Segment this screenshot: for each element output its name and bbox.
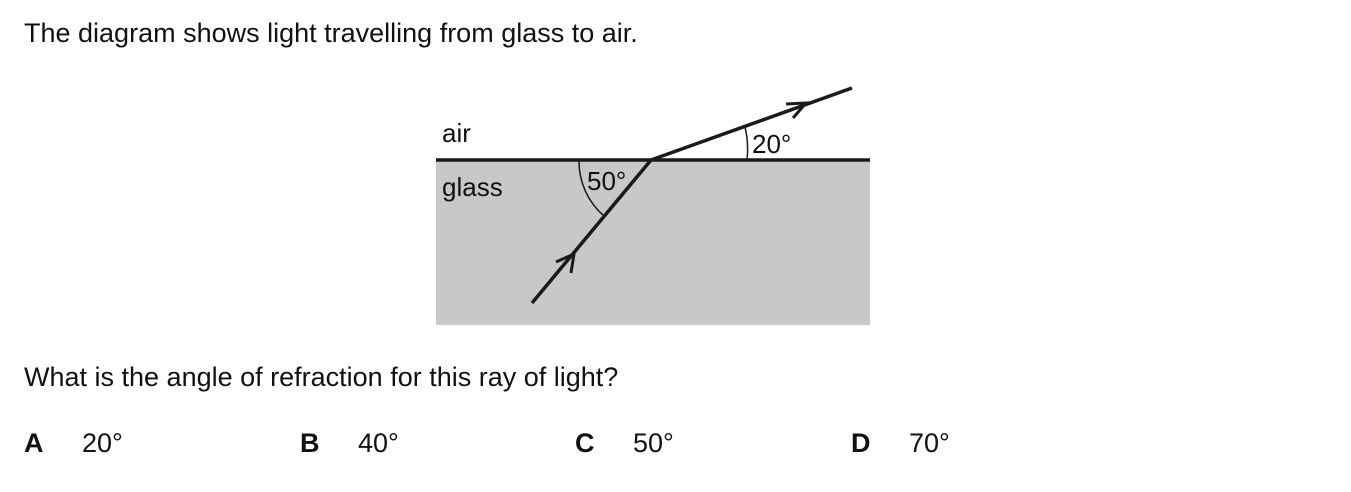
angle-label-air: 20° — [752, 129, 792, 159]
option-letter: B — [300, 428, 320, 458]
option-letter: D — [851, 428, 871, 458]
option-letter: A — [24, 428, 44, 458]
option-b[interactable] — [300, 428, 399, 459]
air-label: air — [442, 118, 471, 148]
option-letter: C — [575, 428, 595, 458]
intro-text: The diagram shows light travelling from glass to air. — [24, 18, 638, 48]
option-value: 20° — [82, 428, 123, 458]
option-value: 40° — [358, 428, 399, 458]
option-value: 70° — [909, 428, 950, 458]
option-a[interactable] — [24, 428, 123, 459]
option-d[interactable] — [851, 428, 950, 459]
angle-arc-air — [745, 127, 748, 160]
question-text: What is the angle of refraction for this ray of light? — [24, 362, 619, 392]
glass-label: glass — [442, 172, 503, 202]
option-value: 50° — [633, 428, 674, 458]
option-c[interactable] — [575, 428, 674, 459]
angle-label-glass: 50° — [587, 166, 627, 196]
